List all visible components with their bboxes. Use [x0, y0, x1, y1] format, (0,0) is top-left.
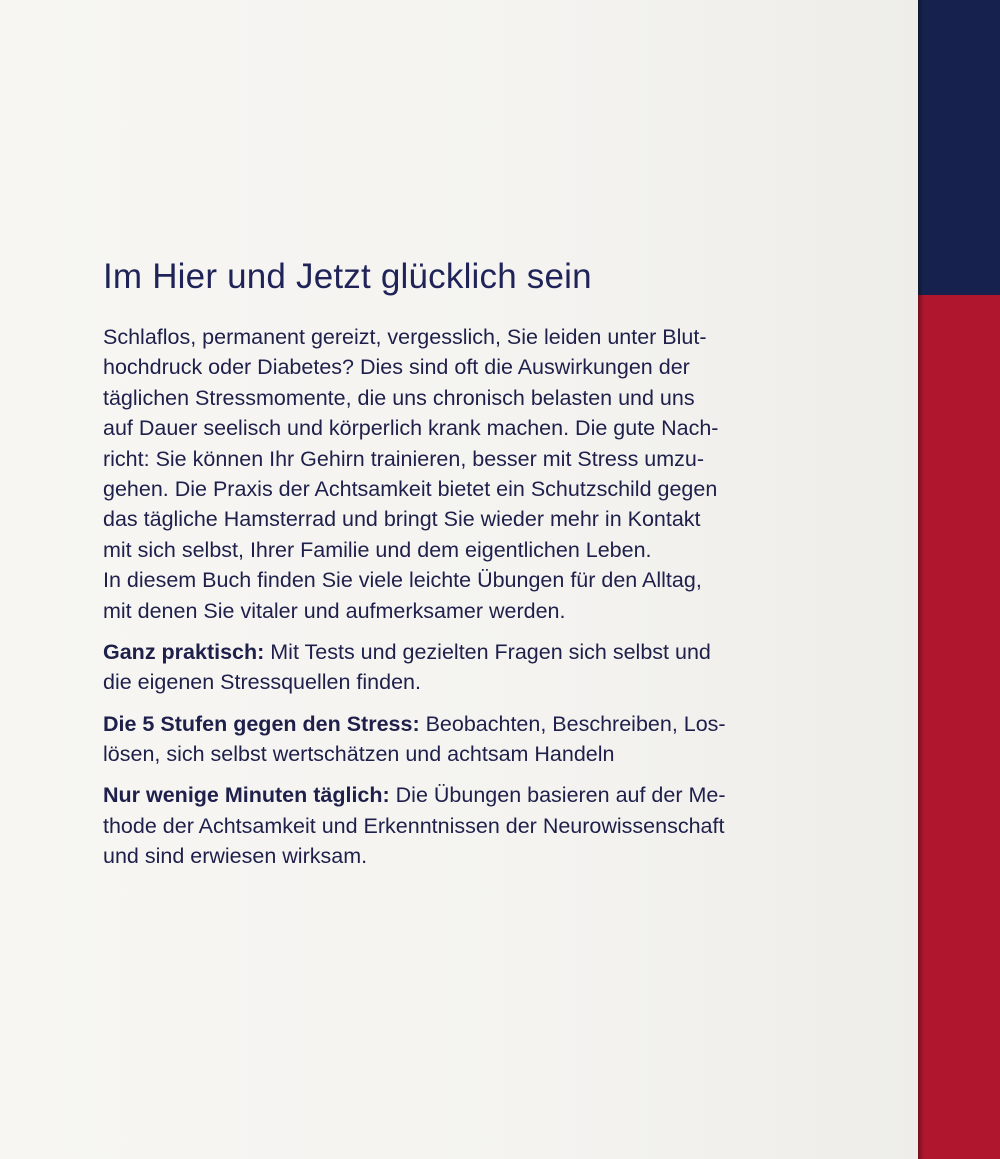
blurb-text: [103, 322, 803, 872]
text-line: und sind erwiesen wirksam.: [103, 844, 368, 869]
text-line: die eigenen Stressquellen finden.: [103, 670, 421, 695]
text-line: täglichen Stressmomente, die uns chronisch belasten und uns: [103, 385, 695, 410]
feature-stages-line: [103, 709, 803, 739]
text-line: mit denen Sie vitaler und aufmerksamer werden.: [103, 598, 566, 623]
feature-minutes-label: Nur wenige Minuten täglich:: [103, 783, 390, 808]
paragraph-gap: [103, 698, 803, 709]
text-line: das tägliche Hamsterrad und bringt Sie wieder mehr in Kontakt: [103, 507, 701, 532]
text-line: auf Dauer seelisch und körperlich krank machen. Die gute Nach-: [103, 416, 719, 441]
text-line: thode der Achtsamkeit und Erkenntnissen der Neurowissenschaft: [103, 813, 725, 838]
book-spine: [918, 0, 1000, 1159]
text-line: In diesem Buch finden Sie viele leichte Übungen für den Alltag,: [103, 568, 702, 593]
feature-stages-text: Beobachten, Beschreiben, Los-: [419, 711, 726, 736]
text-line: richt: Sie können Ihr Gehirn trainieren, besser mit Stress umzu-: [103, 446, 705, 471]
text-line: hochdruck oder Diabetes? Dies sind oft die Auswirkungen der: [103, 355, 690, 380]
feature-minutes-text: Die Übungen basieren auf der Me-: [389, 783, 726, 808]
feature-stages-label: Die 5 Stufen gegen den Stress:: [103, 711, 420, 736]
text-line: mit sich selbst, Ihrer Familie und dem eigentlichen Leben.: [103, 537, 652, 562]
text-line: Schlaflos, permanent gereizt, vergesslich, Sie leiden unter Blut-: [103, 325, 707, 349]
spine-blue-band: [918, 0, 1000, 295]
text-line: gehen. Die Praxis der Achtsamkeit bietet ein Schutzschild gegen: [103, 476, 718, 501]
paragraph-gap: [103, 626, 803, 637]
feature-practical-line: [103, 637, 803, 667]
feature-practical-label: Ganz praktisch:: [103, 639, 265, 664]
feature-minutes-line: [103, 780, 803, 810]
paragraph-gap: [103, 769, 803, 780]
text-line: lösen, sich selbst wertschätzen und achtsam Handeln: [103, 742, 615, 767]
page-title: Im Hier und Jetzt glücklich sein: [103, 257, 592, 296]
spine-shadow: [918, 0, 924, 1159]
feature-practical-text: Mit Tests und gezielten Fragen sich selbst und: [264, 639, 711, 664]
